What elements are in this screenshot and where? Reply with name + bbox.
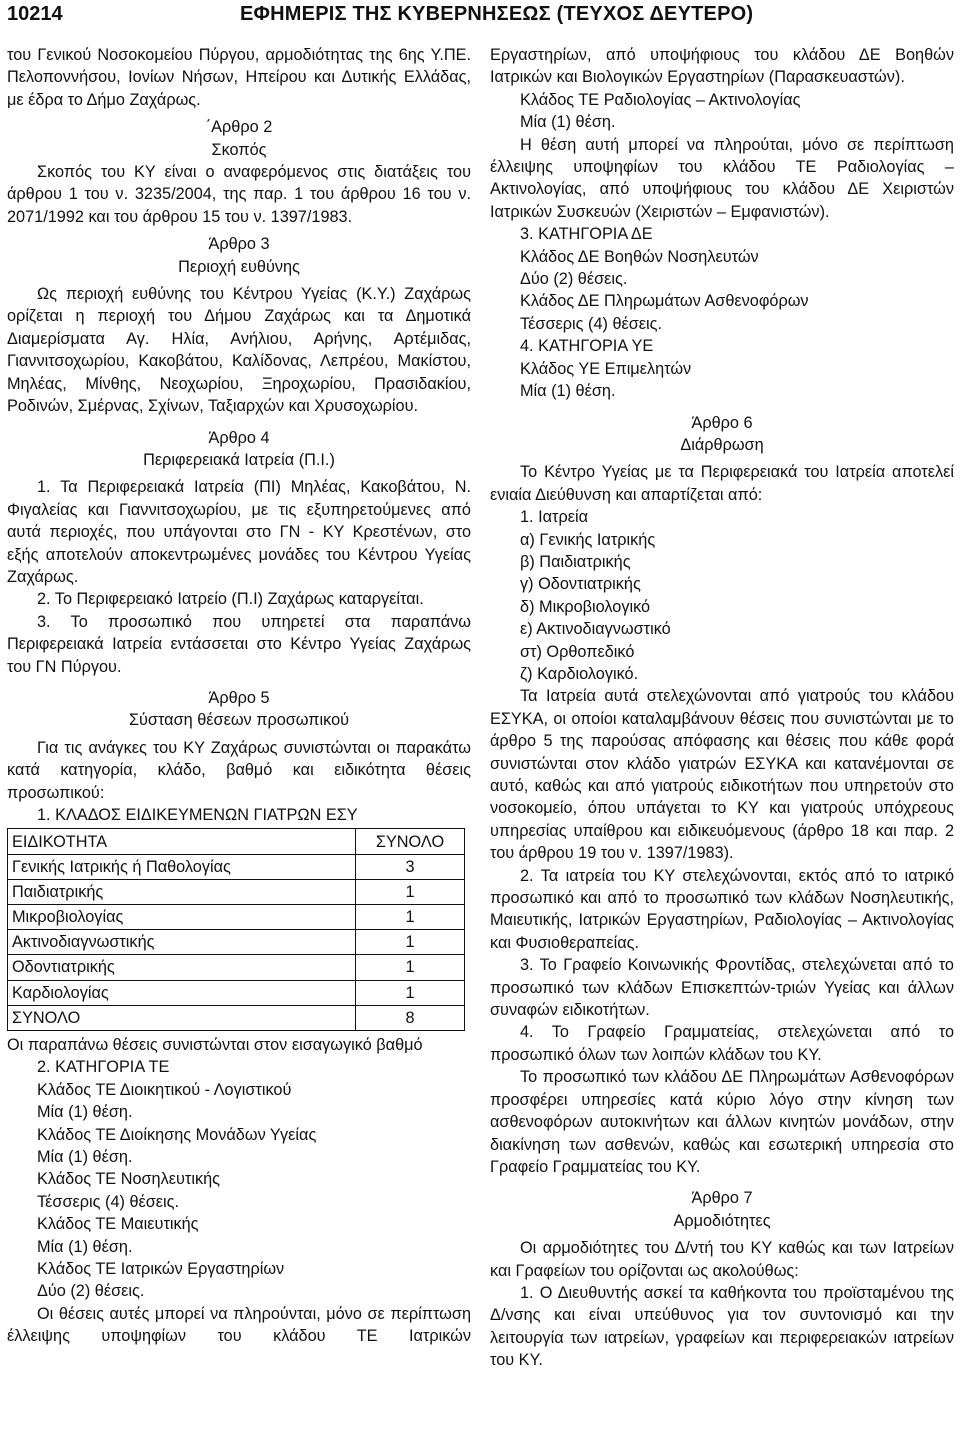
table-row [8,930,465,955]
article-2-heading: ΄Αρθρο 2 [205,118,273,137]
article-6-heading: Άρθρο 6 [691,413,753,432]
article-7-paragraph-1: 1. Ο Διευθυντής ασκεί τα καθήκοντα του προϊσταμένου της Δ/νσης και είναι υπεύθυνος για τον συντονισμό και την λειτουργία των ιατρείων, γραφείων και περιφερειακών ιατρείων του ΚΥ. [490,1283,954,1370]
table-cell-specialty: Γενικής Ιατρικής ή Παθολογίας [8,854,356,879]
category-2-line: Κλάδος ΤΕ Διοίκησης Μονάδων Υγείας [37,1125,317,1144]
intro-paragraph: του Γενικού Νοσοκομείου Πύργου, αρμοδιότητας της 6ης Υ.ΠΕ. Πελοποννήσου, Ιονίων Νήσων, Ηπείρου και Δυτικής Ελλάδας, με έδρα το Δήμο Ζαχάρως. [7,46,471,109]
table-cell-specialty: Ακτινοδιαγνωστικής [8,930,356,955]
category-line: Τέσσερις (4) θέσεις. [520,314,663,333]
table-cell-specialty: Καρδιολογίας [8,980,356,1005]
article-5-heading: Άρθρο 5 [208,688,270,707]
article-6-list-item: ζ) Καρδιολογικό. [520,664,639,683]
table-cell-specialty: Παιδιατρικής [8,879,356,904]
category-line: Δύο (2) θέσεις. [520,270,628,289]
table-cell-specialty: Οδοντιατρικής [8,955,356,980]
category-2-line: Κλάδος ΤΕ Νοσηλευτικής [37,1170,220,1189]
page-header [0,0,960,34]
article-7-intro: Οι αρμοδιότητες του Δ/ντή του ΚΥ καθώς και των Ιατρείων και Γραφείων του ορίζονται ως ακολούθως: [490,1239,954,1280]
table-cell-count: 1 [356,980,465,1005]
category-line: 4. ΚΑΤΗΓΟΡΙΑ ΥΕ [520,337,654,356]
closing-paragraph: Οι θέσεις αυτές μπορεί να πληρούνται, μόνο σε περίπτωση έλλειψης υποψηφίων του κλάδου ΤΕ Ιατρικών [7,1304,471,1346]
right-column [490,44,954,1372]
table-cell-count: 1 [356,879,465,904]
article-6-intro: Το Κέντρο Υγείας με τα Περιφερειακά του Ιατρεία αποτελεί ενιαία Διεύθυνση και απαρτίζεται από: [490,463,954,504]
article-6-title: Διάρθρωση [680,435,764,454]
table-header-specialty: ΕΙΔΙΚΟΤΗΤΑ [8,829,356,854]
category-line: Μία (1) θέση. [520,382,616,401]
article-7-title: Αρμοδιότητες [673,1211,771,1230]
article-6-paragraph-1: Τα Ιατρεία αυτά στελεχώνονται από γιατρούς του κλάδου ΕΣΥΚΑ, οι οποίοι καταλαμβάνουν θέσεις που συνιστώνται με το άρθρο 5 της παρούσας απόφασης και θέσεις που κάθε φορά συνιστώνται στον κλάδο γιατρών ΕΣΥΚΑ και κατανέμονται σε αυτό, καθώς και από γιατρούς ειδικοτήτων που υπηρετούν στο νοσοκομείο, όπου υπάγεται το ΚΥ και γιατρούς υπόχρεους υπηρεσίας υπαίθρου και ειδικευόμενους (άρθρο 18 και παρ. 2 του άρθρου 19 του ν. 1397/1983). [490,687,954,863]
article-6-list-item: ε) Ακτινοδιαγνωστικό [520,620,671,639]
table-row [8,854,465,879]
category-2-line: Μία (1) θέση. [37,1237,133,1256]
table-cell-specialty: Μικροβιολογίας [8,904,356,929]
article-2-title: Σκοπός [211,140,267,159]
category-2-line: Κλάδος ΤΕ Ιατρικών Εργαστηρίων [37,1259,285,1278]
category-line: Κλάδος ΥΕ Επιμελητών [520,359,692,378]
table-row [8,955,465,980]
specialties-table [7,828,465,1031]
article-6-paragraph-2: 2. Τα ιατρεία του ΚΥ στελεχώνονται, εκτός από το ιατρικό προσωπικό και από το προσωπικό των κλάδων Νοσηλευτικής, Μαιευτικής, Ιατρικών Εργαστηρίων, Ραδιολογίας – Ακτινολογίας και Φυσιοθεραπείας. [490,866,954,952]
after-table-note: Οι παραπάνω θέσεις συνιστώνται στον εισαγωγικό βαθμό [7,1035,423,1054]
category-line: Κλάδος ΔΕ Πληρωμάτων Ασθενοφόρων [520,292,809,311]
article-2-text: Σκοπός του ΚΥ είναι ο αναφερόμενος στις διατάξεις του άρθρου 1 του ν. 3235/2004, της παρ. 1 του άρθρου 16 του ν. 2071/1992 και του άρθρου 15 του ν. 1397/1983. [7,163,471,226]
article-3-title: Περιοχή ευθύνης [178,257,300,276]
table-total-value: 8 [356,1005,465,1030]
left-column [7,44,471,1348]
article-6-paragraph-5: Το προσωπικό των κλάδου ΔΕ Πληρωμάτων Ασθενοφόρων προσφέρει υπηρεσίες κατά κύριο λόγο στην κίνηση των ασθενοφόρων αυτοκινήτων και άλλων κινητών μονάδων, στην διακίνηση των ασθενών, καθώς και εσωτερική υπηρεσία στο Γραφείο Γραμματείας του ΚΥ. [490,1068,954,1176]
table-cell-count: 1 [356,930,465,955]
article-4-paragraph-3: 3. Το προσωπικό που υπηρετεί στα παραπάνω Περιφερειακά Ιατρεία εντάσσεται στο Κέντρο Υγείας Ζαχάρως του ΓΝ Πύργου. [7,612,471,676]
article-6-list-item: στ) Ορθοπεδικό [520,642,635,661]
category-2-line: Δύο (2) θέσεις. [37,1282,145,1301]
article-7-heading: Άρθρο 7 [691,1189,753,1208]
article-6-paragraph-3: 3. Το Γραφείο Κοινωνικής Φροντίδας, στελεχώνεται από το προσωπικό των κλάδων Επισκεπτών-τριών Υγείας και άλλων συναφών ειδικοτήτων. [490,956,954,1020]
article-6-list-item: α) Γενικής Ιατρικής [520,530,656,549]
article-4-paragraph-1: 1. Τα Περιφερειακά Ιατρεία (ΠΙ) Μηλέας, Κακοβάτου, Ν. Φιγαλείας και Γιαννιτσοχωρίου, με τις εξυπηρετούμενες από αυτά περιοχές, που υπάγονται στο ΓΝ - ΚΥ Κρεστένων, στο εξής αποτελούν αποκεντρωμένες μονάδες του Κέντρου Υγείας Ζαχάρως. [7,478,471,586]
page-number: 10214 [7,3,63,25]
category-2-line: Κλάδος ΤΕ Διοικητικού - Λογιστικού [37,1080,292,1099]
radiology-line: Κλάδος ΤΕ Ραδιολογίας – Ακτινολογίας [520,90,801,109]
category-line: 3. ΚΑΤΗΓΟΡΙΑ ΔΕ [520,225,653,244]
gazette-title: ΕΦΗΜΕΡΙΣ ΤΗΣ ΚΥΒΕΡΝΗΣΕΩΣ (ΤΕΥΧΟΣ ΔΕΥΤΕΡΟ) [240,3,754,25]
article-4-heading: Άρθρο 4 [208,428,270,447]
article-6-list-item: γ) Οδοντιατρικής [520,575,641,594]
radiology-note: Η θέση αυτή μπορεί να πληρούται, μόνο σε περίπτωση έλλειψης υποψηφίων του κλάδου ΤΕ Ραδιολογίας – Ακτινολογίας, από υποψήφιους του κλάδου ΔΕ Χειριστών Ιατρικών Συσκευών (Χειριστών – Εμφανιστών). [490,135,954,221]
article-6-list-item: β) Παιδιατρικής [520,552,631,571]
table-header-total: ΣΥΝΟΛΟ [356,829,465,854]
article-5-intro: Για τις ανάγκες του ΚΥ Ζαχάρως συνιστώνται οι παρακάτω κατά κατηγορία, κλάδο, βαθμό και ειδικότητα θέσεις προσωπικού: [7,738,471,802]
table-total-row [8,1005,465,1030]
category-2-heading: 2. ΚΑΤΗΓΟΡΙΑ ΤΕ [37,1058,170,1077]
category-1-heading: 1. ΚΛΑΔΟΣ ΕΙΔΙΚΕΥΜΕΝΩΝ ΓΙΑΤΡΩΝ ΕΣΥ [37,806,358,824]
category-2-line: Τέσσερις (4) θέσεις. [37,1192,180,1211]
article-6-list-item: 1. Ιατρεία [520,508,589,527]
table-header-row [8,829,465,854]
category-2-line: Κλάδος ΤΕ Μαιευτικής [37,1215,199,1234]
article-3-heading: Άρθρο 3 [208,235,270,254]
table-cell-count: 3 [356,854,465,879]
table-row [8,904,465,929]
table-row [8,879,465,904]
category-2-line: Μία (1) θέση. [37,1103,133,1122]
article-3-text: Ως περιοχή ευθύνης του Κέντρου Υγείας (Κ.Υ.) Ζαχάρως ορίζεται η περιοχή του Δήμου Ζαχάρως και τα Δημοτικά Διαμερίσματα Αγ. Ηλία, Ανήλιου, Αρήνης, Αρτέμιδας, Γιαννιτσοχωρίου, Κακοβάτου, Καλίδονας, Λεπρέου, Μακίστου, Μηλέας, Μίνθης, Νεοχωρίου, Ξηροχωρίου, Πρασιδακίου, Ροδινών, Σμέρνας, Σχίνων, Ταξιαρχών και Χρυσοχωρίου. [7,285,471,416]
radiology-line: Μία (1) θέση. [520,113,616,132]
table-row [8,980,465,1005]
continuation-paragraph: Εργαστηρίων, από υποψήφιους του κλάδου ΔΕ Βοηθών Ιατρικών και Βιολογικών Εργαστηρίων (Παρασκευαστών). [490,46,954,87]
table-cell-count: 1 [356,904,465,929]
article-5-title: Σύσταση θέσεων προσωπικού [128,711,350,730]
table-cell-count: 1 [356,955,465,980]
article-6-list-item: δ) Μικροβιολογικό [520,597,651,616]
article-4-title: Περιφερειακά Ιατρεία (Π.Ι.) [143,450,335,469]
article-4-paragraph-2: 2. Το Περιφερειακό Ιατρείο (Π.Ι) Ζαχάρως καταργείται. [37,590,424,609]
table-total-label: ΣΥΝΟΛΟ [8,1005,356,1030]
category-line: Κλάδος ΔΕ Βοηθών Νοσηλευτών [520,247,759,266]
category-2-line: Μία (1) θέση. [37,1147,133,1166]
article-6-paragraph-4: 4. Το Γραφείο Γραμματείας, στελεχώνεται από το προσωπικό όλων των λοιπών κλάδων του ΚΥ. [490,1023,954,1064]
